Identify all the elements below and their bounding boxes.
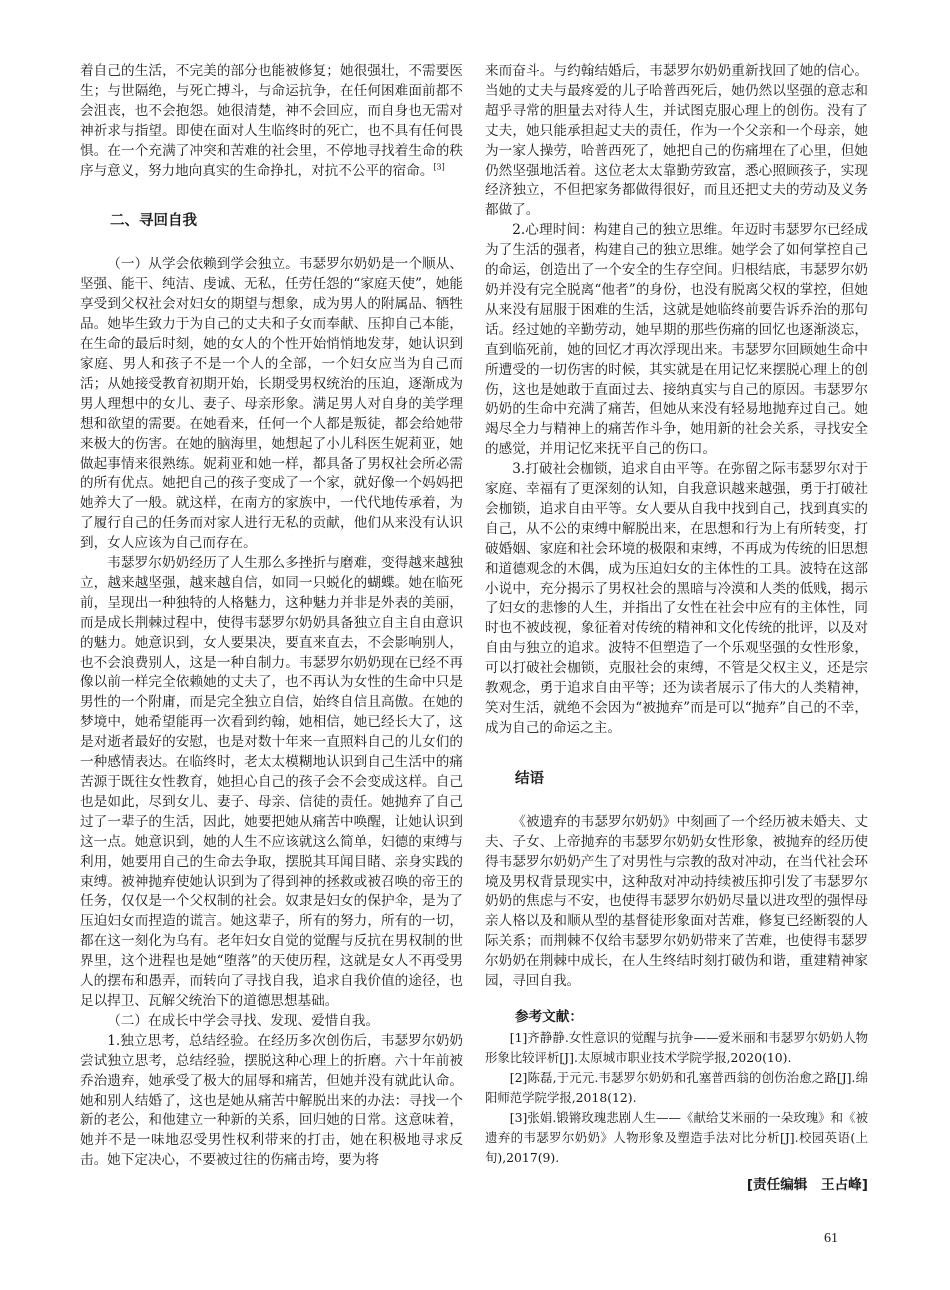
editor-credit: [责任编辑 王占峰] — [746, 1176, 868, 1193]
paragraph-6: 3.打破社会枷锁，追求自由平等。在弥留之际韦瑟罗尔对于家庭、幸福有了更深刻的认知，自我意识越来越强，勇于打破社会枷锁，追求自由平等。女人要从自我中找到自己，找到真实的自己，从不公的束缚中解脱出来，在思想和行为上有所转变，打破婚姻、家庭和社会环境的极限和束缚，不再成为传统的旧思想和道德观念的木偶，成为压迫妇女的主体性的工具。波特在这部小说中，充分揭示了男权社会的黑暗与冷漠和人类的低贱，揭示了妇女的悲惨的人生，并指出了女性在社会中应有的主体性，同时也不被歧视，象征着对传统的精神和文化传统的批评，以及对自由与独立的追求。波特不但塑造了一个乐观坚强的女性形象，可以打破社会枷锁，克服社会的束缚，不管是父权主义，还是宗教观念，勇于追求自由平等；还为读者展示了伟大的人类精神，笑对生活，就绝不会因为“被抛弃”而是可以“抛弃”自己的不幸，成为自己的命运之主。 — [485, 461, 868, 736]
paragraph-5: 2.心理时间：构建自己的独立思维。年迈时韦瑟罗尔已经成为了生活的强者，构建自己的独立思维。她学会了如何掌控自己的命运，创造出了一个安全的生存空间。归根结底，韦瑟罗尔奶奶并没有完全脱离“他者”的身份，也没有脱离父权的掌控，但她从来没有屈服于困难的生活，这就是她临终前要告诉乔治的那句话。经过她的辛勤劳动，她早期的那些伤痛的回忆也逐渐淡忘，直到临死前，她的回忆才再次浮现出来。韦瑟罗尔回顾她生命中所遭受的一切伤害的时候，其实就是在用记忆来摆脱心理上的创伤，这也是她敢于直面过去、接纳真实与自己的原因。韦瑟罗尔奶奶的生命中充满了痛苦，但她从来没有轻易地抛弃过自己。她竭尽全力与精神上的痛苦作斗争，她用新的社会关系，寻找安全的感觉，并用记忆来抚平自己的伤口。 — [485, 222, 868, 458]
paragraph-3: （二）在成长中学会寻找、发现、爱惜自我。 — [107, 1012, 380, 1029]
references-title: 参考文献： — [515, 1008, 583, 1025]
reference-item: [3]张娟.锻锵玫瑰悲剧人生——《献给艾米丽的一朵玫瑰》和《被遗弃的韦瑟罗尔奶奶》人物形象及塑造手法对比分析[J].校园英语(上旬),2017(9). — [485, 1109, 868, 1165]
paragraph-2: 韦瑟罗尔奶奶经历了人生那么多挫折与磨难，变得越来越独立，越来越坚强，越来越自信，如同一只蜕化的蝴蝶。她在临死前，呈现出一种独特的人格魅力，这种魅力并非是外表的美丽，而是成长荆棘过程中，使得韦瑟罗尔奶奶具备独立自主自由意识的魅力。她意识到，女人要果决，要直来直去，不会影响别人，也不会浪费别人，这是一种自制力。韦瑟罗尔奶奶现在已经不再像以前一样完全依赖她的丈夫了，也不再认为女性的生命中只是男性的一个附庸，而是完全独立自信，始终自信且高傲。在她的梦境中，她希望能再一次看到约翰，她相信，她已经长大了，这是对逝者最好的安慰，也是对数十年来一直照料自己的儿女们的一种感情表达。在临终时，老太太模糊地认识到自己生活中的痛苦源于既往女性教育，她担心自己的孩子会不会变成这样。自己也是如此，尽到女儿、妻子、母亲、信徒的责任。她抛弃了自己过了一辈子的生活，因此，她要把她从痛苦中唤醒，让她认识到这一点。她意识到，她的人生不应该就这么简单，妇德的束缚与利用，她要用自己的生命去争取，摆脱其耳闻目睹、亲身实践的束缚。被神抛弃使她认识到为了得到神的拯救或被召唤的帝王的任务，仅仅是一个父权制的社会。奴隶是妇女的保护伞，是为了压迫妇女而捏造的谎言。她这辈子，所有的努力，所有的一切，都在这一刻化为乌有。老年妇女自觉的觉醒与反抗在男权制的世界里，这个进程也是她“堕落”的天使历程，这就是女人不再受男人的摆布和愚弄，而转向了寻找自我，追求自我价值的途径，也足以捍卫、瓦解父统治下的道德思想基础。 — [80, 555, 463, 1009]
intro-paragraph — [80, 62, 463, 181]
reference-item: [2]陈磊,于元元.韦瑟罗尔奶奶和孔塞普西翁的创伤治愈之路[J].绵阳师范学院学报,2018(12). — [485, 1069, 868, 1105]
section-heading-conclusion: 结语 — [515, 770, 544, 787]
section-heading-find-self: 二、寻回自我 — [110, 213, 197, 230]
reference-item: [1]齐静静.女性意识的觉醒与抗争——爱米丽和韦瑟罗尔奶奶人物形象比较评析[J].太原城市职业技术学院学报,2020(10). — [485, 1029, 868, 1065]
continued-paragraph: 来而奋斗。与约翰结婚后，韦瑟罗尔奶奶重新找回了她的信心。当她的丈夫与最疼爱的儿子哈普西死后，她仍然以坚强的意志和超乎寻常的胆量去对待人生，并试图克服心理上的创伤。没有了丈夫，她只能承担起丈夫的责任，作为一个父亲和一个母亲，她为一家人操劳，哈普西死了，她把自己的伤痛埋在了心里，但她仍然坚强地活着。这位老太太靠勤劳致富，悉心照顾孩子，实现经济独立，不但把家务都做得很好，而且还把丈夫的劳动及义务都做了。 — [485, 63, 868, 219]
paragraph-1: （一）从学会依赖到学会独立。韦瑟罗尔奶奶是一个顺从、坚强、能干、纯洁、虔诚、无私，任劳任怨的“家庭天使”，她能享受到父权社会对妇女的期望与想象，成为男人的附属品、牺牲品。她毕生致力于为自己的丈夫和子女而奉献、压抑自己本能，在生命的最后时刻，她的女人的个性开始悄悄地发芽，她认识到家庭、男人和孩子不是一个人的全部，一个妇女应当为自己而活；从她接受教育初期开始，长期受男权统治的压迫，逐渐成为男人理想中的女儿、妻子、母亲形象。满足男人对自身的美学理想和欲望的需要。在她看来，任何一个人都是叛徒，都会给她带来极大的伤害。在她的脑海里，她想起了小儿科医生妮莉亚，她做起事情来很熟练。妮莉亚和她一样，都具备了男权社会所必需的所有优点。她把自己的孩子变成了一个家，就好像一个妈妈把她养大了一般。就这样，在南方的家族中，一代代地传承着，为了履行自己的任务而对家人进行无私的贡献，他们从来没有认识到，女人应该为自己而存在。 — [80, 256, 463, 552]
left-column — [80, 62, 463, 1171]
page-number: 61 — [824, 1231, 838, 1246]
paragraph-4: 1.独立思考，总结经验。在经历多次创伤后，韦瑟罗尔奶奶尝试独立思考，总结经验，摆脱这种心理上的折磨。六十年前被乔治遗弃，她承受了极大的屈辱和痛苦，但她并没有就此认命。她和别人结婚了，这也是她从痛苦中解脱出来的办法：寻找一个新的老公，和他建立一种新的关系，回归她的日常。这意味着，她并不是一味地忍受男性权利带来的打击，她在积极地寻求反击。她下定决心，不要被过往的伤痛击垮，要为将 — [80, 1032, 463, 1169]
citation-3: [3] — [433, 162, 445, 171]
conclusion-paragraph: 《被遗弃的韦瑟罗尔奶奶》中刻画了一个经历被未婚夫、丈夫、子女、上帝抛弃的韦瑟罗尔奶奶女性形象，被抛弃的经历使得韦瑟罗尔奶奶产生了对男性与宗教的敌对冲动，在当代社会环境及男权背景现实中，这种敌对冲动持续被压抑引发了韦瑟罗尔奶奶的焦虑与不安，也使得韦瑟罗尔奶奶尽量以进攻型的强悍母亲人格以及和顺从型的基督徒形象面对苦难，修复已经断裂的人际关系；而荆棘不仅给韦瑟罗尔奶奶带来了苦难，也使得韦瑟罗尔奶奶在荆棘中成长，在人生终结时刻打破伪和谐，重建精神家园，寻回自我。 — [485, 813, 868, 990]
intro-text: 着自己的生活，不完美的部分也能被修复；她很强壮，不需要医生；与世隔绝，与死亡搏斗，与命运抗争，在任何困难面前都不会沮丧，也不会抱怨。她很清楚，神不会回应，而自身也无需对神祈求与指望。即使在面对人生临终时的死亡，也不具有任何畏惧。在一个充满了冲突和苦难的社会里，不停地寻找着生命的秩序与意义，努力地向真实的生命挣扎，对抗不公平的宿命。 — [80, 63, 463, 179]
right-column — [485, 62, 868, 1196]
